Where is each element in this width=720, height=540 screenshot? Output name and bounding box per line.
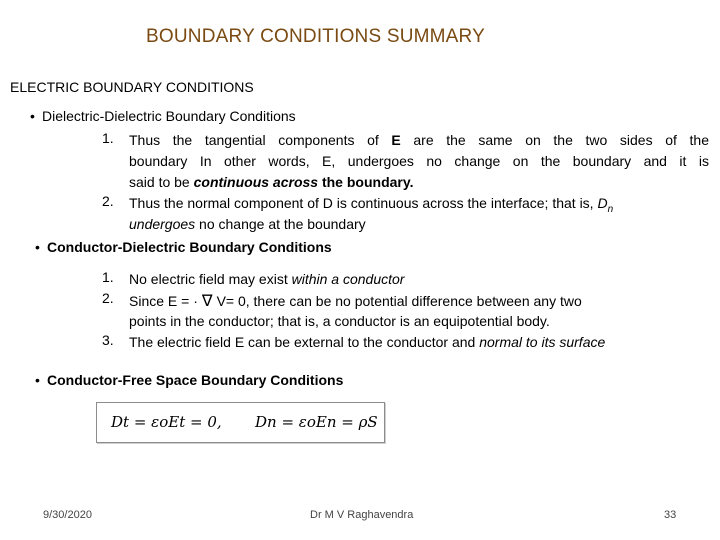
nabla-symbol: ∇ bbox=[201, 291, 213, 310]
list-line: points in the conductor; that is, a conductor is an equipotential body. bbox=[129, 313, 550, 329]
conductor-list bbox=[102, 269, 709, 353]
list-line: boundary In other words, E, undergoes no change on the boundary and it is bbox=[129, 153, 709, 169]
list-number: 2. bbox=[102, 193, 114, 209]
list-line: Since E = · ∇ V= 0, there can be no potential difference between any two bbox=[129, 291, 582, 310]
slide-title: BOUNDARY CONDITIONS SUMMARY bbox=[146, 26, 486, 47]
section-heading: ELECTRIC BOUNDARY CONDITIONS bbox=[10, 79, 254, 95]
equation-tangential: Dt = εoEt = 0, bbox=[111, 413, 222, 431]
list-item bbox=[102, 269, 709, 290]
footer-date: 9/30/2020 bbox=[43, 509, 92, 521]
list-line: Thus the tangential components of E are the same on the two sides of the bbox=[129, 132, 709, 148]
bullet-conductor-dielectric bbox=[35, 239, 332, 255]
list-number: 2. bbox=[102, 290, 114, 306]
list-line: No electric field may exist within a conductor bbox=[129, 271, 405, 287]
footer-author: Dr M V Raghavendra bbox=[310, 509, 414, 521]
list-line: undergoes no change at the boundary bbox=[129, 216, 366, 232]
footer-page-number: 33 bbox=[664, 509, 677, 521]
list-line: Thus the normal component of D is continuous across the interface; that is, $D_n$ bbox=[129, 195, 614, 215]
list-item bbox=[102, 332, 709, 353]
bullet-marker: • bbox=[35, 372, 40, 388]
list-item bbox=[102, 130, 709, 193]
list-line: The electric field E can be external to the conductor and normal to its surface bbox=[129, 334, 606, 350]
list-item bbox=[102, 193, 709, 235]
bullet-dielectric-dielectric bbox=[30, 108, 296, 124]
bullet-label: Conductor-Dielectric Boundary Conditions bbox=[47, 239, 332, 255]
bullet-marker: • bbox=[30, 108, 35, 124]
list-line: said to be continuous across the boundary. bbox=[129, 174, 414, 190]
bullet-label: Conductor-Free Space Boundary Conditions bbox=[47, 372, 344, 388]
equation-normal: Dn = εoEn = ρS bbox=[255, 413, 378, 431]
bullet-label: Dielectric-Dielectric Boundary Conditions bbox=[42, 108, 296, 124]
list-number: 1. bbox=[102, 269, 114, 285]
list-number: 3. bbox=[102, 332, 114, 348]
list-number: 1. bbox=[102, 130, 114, 146]
dielectric-list bbox=[102, 130, 709, 235]
bullet-marker: • bbox=[35, 239, 40, 255]
bullet-conductor-free-space bbox=[35, 372, 343, 388]
list-item bbox=[102, 290, 709, 332]
equation-box bbox=[96, 402, 385, 443]
